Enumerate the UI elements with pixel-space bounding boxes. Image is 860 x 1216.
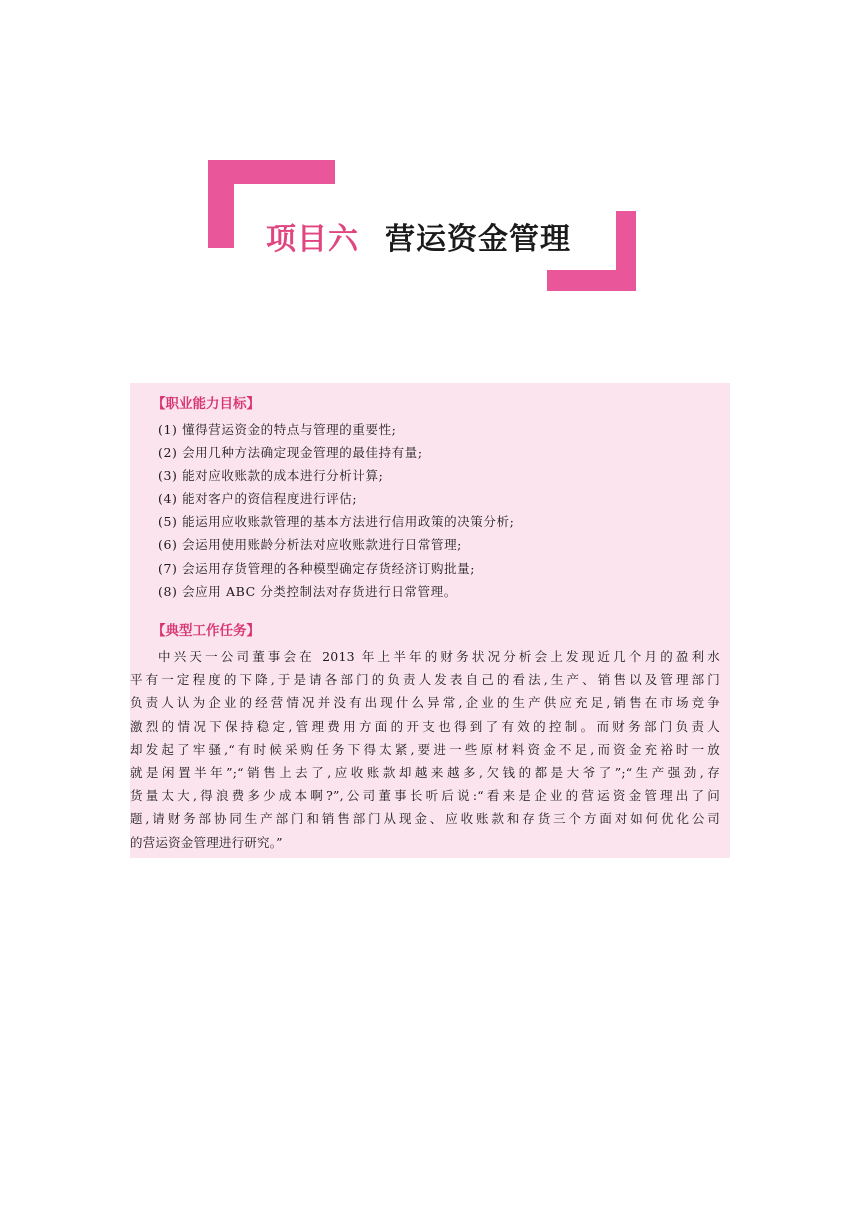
goal-item: (1) 懂得营运资金的特点与管理的重要性; <box>158 422 397 437</box>
goal-item: (2) 会用几种方法确定现金管理的最佳持有量; <box>158 445 423 461</box>
task-line: 题,请财务部协同生产部门和销售部门从现金、应收账款和存货三个方面对如何优化公司 <box>130 811 720 827</box>
goals-list <box>158 418 514 603</box>
task-line: 就是闲置半年”;“销售上去了,应收账款却越来越多,欠钱的都是大爷了”;“生产强劲,存 <box>130 764 720 780</box>
goal-item: (8) 会应用 ABC 分类控制法对存货进行日常管理。 <box>158 583 457 599</box>
task-line: 平有一定程度的下降,于是请各部门的负责人发表自己的看法,生产、销售以及管理部门 <box>130 672 720 688</box>
chapter-number: 项目六 <box>266 222 359 257</box>
task-paragraph <box>130 645 730 854</box>
task-line: 激烈的情况下保持稳定,管理费用方面的开支也得到了有效的控制。而财务部门负责人 <box>130 718 720 734</box>
title-frame-left-bar <box>208 160 234 248</box>
task-line: 货量太大,得浪费多少成本啊?”,公司董事长听后说:“看来是企业的营运资金管理出了问 <box>130 788 720 804</box>
goal-item: (5) 能运用应收账款管理的基本方法进行信用政策的决策分析; <box>158 514 515 530</box>
goal-item: (6) 会运用使用账龄分析法对应收账款进行日常管理; <box>158 537 462 553</box>
title-frame-bottom-bar <box>547 270 636 291</box>
goal-item: (7) 会运用存货管理的各种模型确定存货经济订购批量; <box>158 560 476 576</box>
chapter-title <box>266 218 571 262</box>
goals-heading: 【职业能力目标】 <box>152 396 260 412</box>
goal-item: (3) 能对应收账款的成本进行分析计算; <box>158 468 384 484</box>
chapter-name: 营运资金管理 <box>385 222 571 257</box>
task-heading: 【典型工作任务】 <box>152 623 260 639</box>
task-line: 却发起了牢骚,“有时候采购任务下得太紧,要进一些原材料资金不足,而资金充裕时一放 <box>130 741 720 757</box>
task-line: 的营运资金管理进行研究。” <box>130 834 283 850</box>
goal-item: (4) 能对客户的资信程度进行评估; <box>158 491 358 507</box>
task-line: 负责人认为企业的经营情况并没有出现什么异常,企业的生产供应充足,销售在市场竞争 <box>130 695 720 711</box>
task-line: 中兴天一公司董事会在 2013 年上半年的财务状况分析会上发现近几个月的盈利水 <box>158 649 720 664</box>
